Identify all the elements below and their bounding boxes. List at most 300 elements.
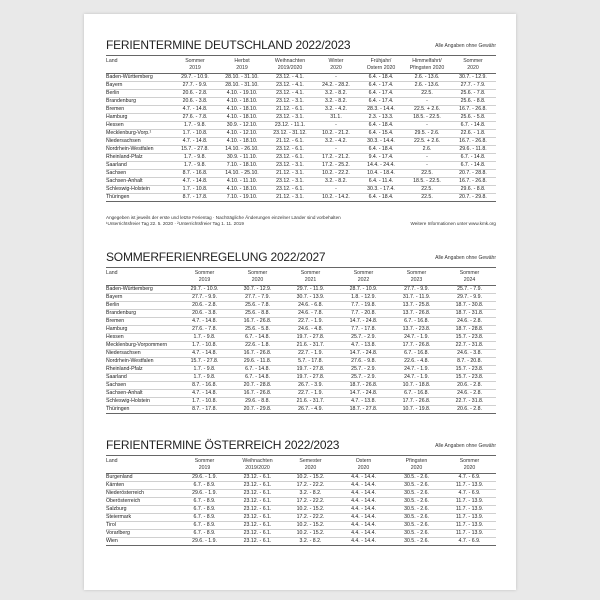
date-range-cell: 6.4. - 17.4. — [358, 98, 404, 106]
date-range-cell: 4.7. - 14.8. — [172, 178, 218, 186]
date-range-cell: 13.7. - 25.8. — [390, 302, 443, 310]
table-row — [106, 506, 496, 514]
header-line-1: Sommer — [194, 270, 215, 276]
date-range-cell: 23.12. - 4.1. — [266, 74, 314, 82]
date-range-cell: 4.4. - 14.4. — [337, 474, 390, 482]
date-range-cell: 21.6. - 31.7. — [284, 342, 337, 350]
date-range-cell: 26.7. - 4.9. — [284, 406, 337, 414]
table-row — [106, 326, 496, 334]
date-range-cell: 27.7. - 9.9. — [178, 294, 231, 302]
date-range-cell: 23.12. - 6.1. — [231, 474, 284, 482]
state-name-cell: Hamburg — [106, 114, 172, 122]
date-range-cell: 11.7. - 13.9. — [443, 498, 496, 506]
date-range-cell: 8.7. - 20.8. — [443, 358, 496, 366]
date-range-cell: 30.5. - 2.6. — [390, 474, 443, 482]
date-range-cell: 29.7. - 9.9. — [443, 294, 496, 302]
date-range-cell: 29.6. - 11.8. — [231, 358, 284, 366]
date-range-cell: 19.7. - 27.8. — [284, 374, 337, 382]
date-range-cell: 4.10. - 12.10. — [218, 130, 266, 138]
date-range-cell: 20.6. - 2.8. — [443, 406, 496, 414]
state-name-cell: Saarland — [106, 162, 172, 170]
date-range-cell: 3.2. - 8.2. — [284, 538, 337, 546]
date-range-cell: 7.10. - 19.10. — [218, 194, 266, 202]
state-name-cell: Thüringen — [106, 194, 172, 202]
date-range-cell: 6.7. - 14.8. — [450, 154, 496, 162]
column-header — [390, 456, 443, 474]
date-range-cell: 6.7. - 14.8. — [450, 122, 496, 130]
date-range-cell: 16.7. - 26.8. — [450, 106, 496, 114]
date-range-cell: 23.12. - 3.1. — [266, 114, 314, 122]
date-range-cell: 21.12. - 6.1. — [266, 138, 314, 146]
date-range-cell: 29.7. - 10.9. — [172, 74, 218, 82]
date-range-cell: 30.7. - 12.9. — [231, 286, 284, 294]
date-range-cell: 28.10. - 31.10. — [218, 74, 266, 82]
date-range-cell: 30.5. - 2.6. — [390, 506, 443, 514]
date-range-cell: 4.7. - 6.9. — [443, 490, 496, 498]
date-range-cell: 4.4. - 14.4. — [337, 490, 390, 498]
state-name-cell: Wien — [106, 538, 178, 546]
date-range-cell: 4.4. - 14.4. — [337, 498, 390, 506]
column-header — [284, 268, 337, 286]
date-range-cell: 20.7. - 29.8. — [450, 194, 496, 202]
date-range-cell: 11.7. - 13.9. — [443, 482, 496, 490]
header-line-2 — [106, 465, 178, 472]
footnote-link: Weitere Informationen unter www.kmk.org — [410, 221, 496, 226]
date-range-cell: 3.2. - 4.2. — [314, 138, 358, 146]
state-name-cell: Rheinland-Pfalz — [106, 366, 178, 374]
table-row — [106, 106, 496, 114]
calendar-sheet — [84, 14, 516, 590]
column-header — [450, 56, 496, 74]
header-line-1: Herbst — [234, 58, 250, 64]
disclaimer-note: Alle Angaben ohne Gewähr — [435, 443, 496, 449]
date-range-cell: 7.10. - 18.10. — [218, 162, 266, 170]
date-range-cell: - — [314, 122, 358, 130]
state-name-cell: Hamburg — [106, 326, 178, 334]
date-range-cell: 20.6. - 2.8. — [443, 382, 496, 390]
date-range-cell: 13.7. - 26.8. — [390, 310, 443, 318]
date-range-cell: 6.7. - 14.8. — [450, 162, 496, 170]
table-row — [106, 186, 496, 194]
date-range-cell: 15.7. - 23.8. — [443, 374, 496, 382]
date-range-cell: 18.7. - 26.8. — [337, 382, 390, 390]
column-header — [443, 268, 496, 286]
state-name-cell: Steiermark — [106, 514, 178, 522]
date-range-cell: 6.4. - 18.4. — [358, 74, 404, 82]
date-range-cell: 16.7. - 26.8. — [450, 138, 496, 146]
table-row — [106, 98, 496, 106]
date-range-cell: - — [314, 146, 358, 154]
date-range-cell: 25.6. - 7.8. — [450, 90, 496, 98]
date-range-cell: 20.6. - 2.8. — [178, 302, 231, 310]
date-range-cell: 29.6. - 1.9. — [178, 474, 231, 482]
header-line-2: 2020 — [251, 276, 264, 283]
date-range-cell: 27.6. - 7.8. — [178, 326, 231, 334]
date-range-cell: 24.7. - 1.9. — [390, 374, 443, 382]
state-name-cell: Berlin — [106, 302, 178, 310]
state-name-cell: Rheinland-Pfalz — [106, 154, 172, 162]
date-range-cell: 11.7. - 13.9. — [443, 506, 496, 514]
state-name-cell: Oberösterreich — [106, 498, 178, 506]
header-line-2: 2020 — [330, 64, 342, 71]
header-line-1: Sommer — [463, 58, 483, 64]
date-range-cell: 4.4. - 14.4. — [337, 538, 390, 546]
state-name-cell: Sachsen-Anhalt — [106, 178, 172, 186]
date-range-cell: 23.12. - 6.1. — [231, 522, 284, 530]
table-row — [106, 538, 496, 546]
date-range-cell: 7.7. - 19.8. — [337, 302, 390, 310]
date-range-cell: 15.7. - 23.8. — [443, 334, 496, 342]
date-range-cell: 30.3. - 17.4. — [358, 186, 404, 194]
table-row — [106, 498, 496, 506]
date-range-cell: 6.7. - 8.9. — [178, 522, 231, 530]
date-range-cell: 26.7. - 3.9. — [284, 382, 337, 390]
date-range-cell: 25.6. - 8.8. — [231, 310, 284, 318]
header-line-1: Semester — [299, 458, 322, 464]
table-row — [106, 530, 496, 538]
state-name-cell: Nordrhein-Westfalen — [106, 358, 178, 366]
date-range-cell: 22.5. — [404, 170, 450, 178]
table-row — [106, 146, 496, 154]
section-sommerferien — [106, 250, 496, 430]
table-row — [106, 302, 496, 310]
date-range-cell: 1.7. - 10.8. — [178, 398, 231, 406]
date-range-cell: 1.7. - 9.8. — [178, 334, 231, 342]
holiday-table-sommerferien — [106, 267, 496, 414]
holiday-table-oesterreich — [106, 455, 496, 546]
date-range-cell: 6.4. - 18.4. — [358, 122, 404, 130]
date-range-cell: 6.7. - 16.8. — [390, 318, 443, 326]
date-range-cell: 8.7. - 17.8. — [178, 406, 231, 414]
state-name-cell: Mecklenburg-Vorp.¹ — [106, 130, 172, 138]
header-line-1: Sommer — [300, 270, 321, 276]
date-range-cell: 23.12. - 6.1. — [231, 498, 284, 506]
date-range-cell: 29.5. - 2.6. — [404, 130, 450, 138]
date-range-cell: 4.10. - 18.10. — [218, 106, 266, 114]
header-line-1: Pfingsten — [405, 458, 428, 464]
state-name-cell: Berlin — [106, 90, 172, 98]
table-row — [106, 194, 496, 202]
date-range-cell: 4.4. - 14.4. — [337, 522, 390, 530]
date-range-cell: 30.5. - 2.6. — [390, 530, 443, 538]
date-range-cell: 24.6. - 2.8. — [443, 390, 496, 398]
date-range-cell: 25.7. - 7.9. — [443, 286, 496, 294]
date-range-cell: 3.2. - 4.2. — [314, 106, 358, 114]
column-header — [337, 456, 390, 474]
date-range-cell: 6.4. - 18.4. — [358, 146, 404, 154]
date-range-cell: 14.10. - 26.10. — [218, 146, 266, 154]
date-range-cell: 28.3. - 14.4. — [358, 106, 404, 114]
table-row — [106, 310, 496, 318]
state-name-cell: Brandenburg — [106, 310, 178, 318]
state-name-cell: Sachsen — [106, 382, 178, 390]
header-line-2: 2020 — [410, 464, 423, 471]
date-range-cell: 22.6. - 1.8. — [231, 342, 284, 350]
date-range-cell: 4.10. - 19.10. — [218, 90, 266, 98]
date-range-cell: 10.2. - 15.2. — [284, 522, 337, 530]
date-range-cell: 17.2. - 22.2. — [284, 514, 337, 522]
header-line-2: 2019 — [189, 64, 201, 71]
date-range-cell: 4.10. - 11.10. — [218, 178, 266, 186]
header-line-2: Ostern 2020 — [366, 64, 396, 71]
header-line-2: 2019/2020 — [245, 464, 270, 471]
date-range-cell: 27.7. - 9.9. — [390, 286, 443, 294]
date-range-cell: 7.7. - 20.8. — [337, 310, 390, 318]
header-line-2: Pfingsten 2020 — [409, 64, 445, 71]
date-range-cell: 27.7. - 7.9. — [450, 82, 496, 90]
date-range-cell: 18.7. - 30.8. — [443, 302, 496, 310]
date-range-cell: 6.7. - 14.8. — [231, 366, 284, 374]
date-range-cell: 18.5. - 22.5. — [404, 178, 450, 186]
date-range-cell: 23.12. - 4.1. — [266, 82, 314, 90]
header-line-2: 2019 — [236, 64, 248, 71]
column-header — [178, 456, 231, 474]
date-range-cell: 27.6. - 9.8. — [337, 358, 390, 366]
table-header-row — [106, 56, 496, 74]
date-range-cell: 20.6. - 2.8. — [172, 90, 218, 98]
date-range-cell: 9.4. - 17.4. — [358, 154, 404, 162]
column-header — [404, 56, 450, 74]
date-range-cell: 24.6. - 3.8. — [443, 350, 496, 358]
date-range-cell: 10.7. - 19.8. — [390, 406, 443, 414]
header-line-1: Sommer — [353, 270, 374, 276]
date-range-cell: 4.7. - 6.9. — [443, 538, 496, 546]
date-range-cell: 23.12. - 6.1. — [231, 530, 284, 538]
state-name-cell: Brandenburg — [106, 98, 172, 106]
date-range-cell: 1.7. - 10.8. — [172, 130, 218, 138]
date-range-cell: 22.6. - 1.8. — [450, 130, 496, 138]
date-range-cell: 17.7. - 26.8. — [390, 342, 443, 350]
date-range-cell: 23.12. - 3.1. — [266, 178, 314, 186]
date-range-cell: 1.7. - 9.8. — [172, 154, 218, 162]
date-range-cell: 4.7. - 14.8. — [172, 138, 218, 146]
table-row — [106, 374, 496, 382]
date-range-cell: - — [314, 74, 358, 82]
date-range-cell: 10.2. - 15.2. — [284, 474, 337, 482]
column-header — [337, 268, 390, 286]
date-range-cell: 10.4. - 18.4. — [358, 170, 404, 178]
column-header — [172, 56, 218, 74]
table-row — [106, 130, 496, 138]
date-range-cell: 27.7. - 9.9. — [172, 82, 218, 90]
state-name-cell: Sachsen-Anhalt — [106, 390, 178, 398]
section-deutschland — [106, 38, 496, 238]
section-title: SOMMERFERIENREGELUNG 2022/2027 — [106, 250, 326, 264]
date-range-cell: 16.7. - 26.8. — [231, 390, 284, 398]
date-range-cell: 23.12. - 6.1. — [231, 482, 284, 490]
date-range-cell: 14.7. - 24.8. — [337, 318, 390, 326]
date-range-cell: 30.5. - 2.6. — [390, 490, 443, 498]
state-name-cell: Vorarlberg — [106, 530, 178, 538]
date-range-cell: 4.7. - 14.8. — [178, 390, 231, 398]
header-line-1: Sommer — [194, 458, 215, 464]
state-name-cell: Bayern — [106, 294, 178, 302]
header-line-2: 2024 — [463, 276, 476, 283]
date-range-cell: 10.2. - 15.2. — [284, 506, 337, 514]
column-header — [218, 56, 266, 74]
date-range-cell: 17.2. - 22.2. — [284, 498, 337, 506]
date-range-cell: 29.7. - 10.9. — [178, 286, 231, 294]
date-range-cell: 20.7. - 28.8. — [231, 382, 284, 390]
header-line-1: Himmelfahrt/ — [412, 58, 442, 64]
header-line-2: 2019/2020 — [277, 64, 303, 71]
table-row — [106, 382, 496, 390]
date-range-cell: 23.12. - 31.12. — [266, 130, 314, 138]
table-row — [106, 162, 496, 170]
date-range-cell: 2.6. — [404, 146, 450, 154]
date-range-cell: 18.7. - 27.8. — [337, 406, 390, 414]
date-range-cell: 23.12. - 6.1. — [231, 506, 284, 514]
date-range-cell: 6.4. - 15.4. — [358, 130, 404, 138]
section-title: FERIENTERMINE DEUTSCHLAND 2022/2023 — [106, 38, 351, 52]
header-line-1: Sommer — [185, 58, 205, 64]
header-line-2: 2020 — [304, 464, 317, 471]
table-row — [106, 490, 496, 498]
date-range-cell: 17.2. - 25.2. — [314, 162, 358, 170]
date-range-cell: 3.2. - 8.2. — [284, 490, 337, 498]
date-range-cell: 29.6. - 11.8. — [450, 146, 496, 154]
table-row — [106, 474, 496, 482]
date-range-cell: 2.6. - 13.6. — [404, 82, 450, 90]
state-name-cell: Saarland — [106, 374, 178, 382]
table-row — [106, 522, 496, 530]
header-line-2: 2020 — [467, 64, 479, 71]
table-row — [106, 390, 496, 398]
date-range-cell: 23.12. - 3.1. — [266, 98, 314, 106]
date-range-cell: 23.12. - 6.1. — [266, 186, 314, 194]
date-range-cell: 24.7. - 1.9. — [390, 366, 443, 374]
date-range-cell: 6.7. - 16.8. — [390, 350, 443, 358]
date-range-cell: 24.6. - 7.8. — [284, 310, 337, 318]
date-range-cell: 23.12. - 11.1. — [266, 122, 314, 130]
header-line-2 — [106, 65, 172, 72]
date-range-cell: 29.7. - 11.9. — [284, 286, 337, 294]
date-range-cell: 2.6. - 13.6. — [404, 74, 450, 82]
date-range-cell: 25.6. - 8.8. — [450, 98, 496, 106]
date-range-cell: 31.1. — [314, 114, 358, 122]
date-range-cell: 4.7. - 13.8. — [337, 398, 390, 406]
date-range-cell: - — [404, 162, 450, 170]
table-row — [106, 398, 496, 406]
state-name-cell: Sachsen — [106, 170, 172, 178]
state-name-cell: Thüringen — [106, 406, 178, 414]
section-title: FERIENTERMINE ÖSTERREICH 2022/2023 — [106, 438, 340, 452]
date-range-cell: 19.7. - 27.8. — [284, 366, 337, 374]
date-range-cell: 21.6. - 31.7. — [284, 398, 337, 406]
date-range-cell: 24.6. - 2.8. — [443, 318, 496, 326]
date-range-cell: 6.7. - 8.9. — [178, 530, 231, 538]
column-header-land — [106, 456, 178, 474]
date-range-cell: 24.7. - 1.9. — [390, 334, 443, 342]
date-range-cell: 23.12. - 6.1. — [266, 146, 314, 154]
date-range-cell: 29.6. - 1.9. — [178, 538, 231, 546]
date-range-cell: - — [404, 98, 450, 106]
table-row — [106, 170, 496, 178]
date-range-cell: 19.7. - 27.8. — [284, 334, 337, 342]
date-range-cell: 25.6. - 5.8. — [450, 114, 496, 122]
date-range-cell: 15.7. - 23.8. — [443, 366, 496, 374]
holiday-table-deutschland — [106, 55, 496, 202]
date-range-cell: 25.7. - 2.9. — [337, 366, 390, 374]
date-range-cell: 4.10. - 18.10. — [218, 98, 266, 106]
date-range-cell: 30.5. - 2.6. — [390, 522, 443, 530]
header-line-2: 2020 — [357, 464, 370, 471]
column-header — [231, 456, 284, 474]
header-line-1: Land — [106, 458, 118, 464]
date-range-cell: 21.12. - 3.1. — [266, 194, 314, 202]
date-range-cell: 20.6. - 3.8. — [172, 98, 218, 106]
date-range-cell: 3.2. - 8.2. — [314, 98, 358, 106]
header-line-1: Frühjahr/ — [370, 58, 392, 64]
header-line-1: Sommer — [459, 270, 480, 276]
state-name-cell: Bremen — [106, 318, 178, 326]
table-row — [106, 342, 496, 350]
state-name-cell: Kärnten — [106, 482, 178, 490]
header-line-1: Ostern — [355, 458, 372, 464]
date-range-cell: 23.12. - 6.1. — [231, 514, 284, 522]
date-range-cell: 6.7. - 8.9. — [178, 506, 231, 514]
state-name-cell: Baden-Württemberg — [106, 286, 178, 294]
date-range-cell: 16.7. - 26.8. — [231, 350, 284, 358]
header-line-1: Weihnachten — [242, 458, 273, 464]
date-range-cell: 4.10. - 18.10. — [218, 114, 266, 122]
date-range-cell: 6.7. - 16.8. — [390, 390, 443, 398]
state-name-cell: Mecklenburg-Vorpommern — [106, 342, 178, 350]
date-range-cell: 24.6. - 4.8. — [284, 326, 337, 334]
date-range-cell: 30.9. - 12.10. — [218, 122, 266, 130]
header-line-2: 2020 — [463, 464, 476, 471]
date-range-cell: 13.7. - 23.8. — [390, 326, 443, 334]
section-oesterreich — [106, 438, 496, 578]
date-range-cell: 5.7. - 17.8. — [284, 358, 337, 366]
date-range-cell: 30.5. - 2.6. — [390, 498, 443, 506]
date-range-cell: 2.3. - 13.3. — [358, 114, 404, 122]
date-range-cell: 20.7. - 29.8. — [231, 406, 284, 414]
table-row — [106, 178, 496, 186]
date-range-cell: 15.7. - 27.8. — [172, 146, 218, 154]
date-range-cell: 20.7. - 28.8. — [450, 170, 496, 178]
header-line-2: 2019 — [198, 276, 211, 283]
header-line-2 — [106, 277, 178, 284]
table-row — [106, 122, 496, 130]
header-line-1: Sommer — [406, 270, 427, 276]
date-range-cell: 3.2. - 8.2. — [314, 178, 358, 186]
table-row — [106, 358, 496, 366]
date-range-cell: 23.12. - 6.1. — [231, 538, 284, 546]
table-row — [106, 514, 496, 522]
table-row — [106, 74, 496, 82]
state-name-cell: Bremen — [106, 106, 172, 114]
date-range-cell: 25.6. - 5.8. — [231, 326, 284, 334]
date-range-cell: 25.7. - 2.9. — [337, 334, 390, 342]
date-range-cell: 24.6. - 6.8. — [284, 302, 337, 310]
table-row — [106, 334, 496, 342]
date-range-cell: 6.4. - 17.4. — [358, 90, 404, 98]
date-range-cell: 4.7. - 14.8. — [172, 106, 218, 114]
date-range-cell: 14.7. - 24.8. — [337, 350, 390, 358]
date-range-cell: 10.2. - 22.2. — [314, 170, 358, 178]
date-range-cell: 1.7. - 9.8. — [178, 366, 231, 374]
date-range-cell: 8.7. - 17.8. — [172, 194, 218, 202]
column-header-land — [106, 268, 178, 286]
date-range-cell: 17.2. - 22.2. — [284, 482, 337, 490]
date-range-cell: 30.7. - 12.9. — [450, 74, 496, 82]
date-range-cell: 31.7. - 11.9. — [390, 294, 443, 302]
date-range-cell: 14.10. - 25.10. — [218, 170, 266, 178]
header-line-2: 2023 — [410, 276, 423, 283]
date-range-cell: 4.4. - 14.4. — [337, 530, 390, 538]
header-line-2: 2019 — [198, 464, 211, 471]
